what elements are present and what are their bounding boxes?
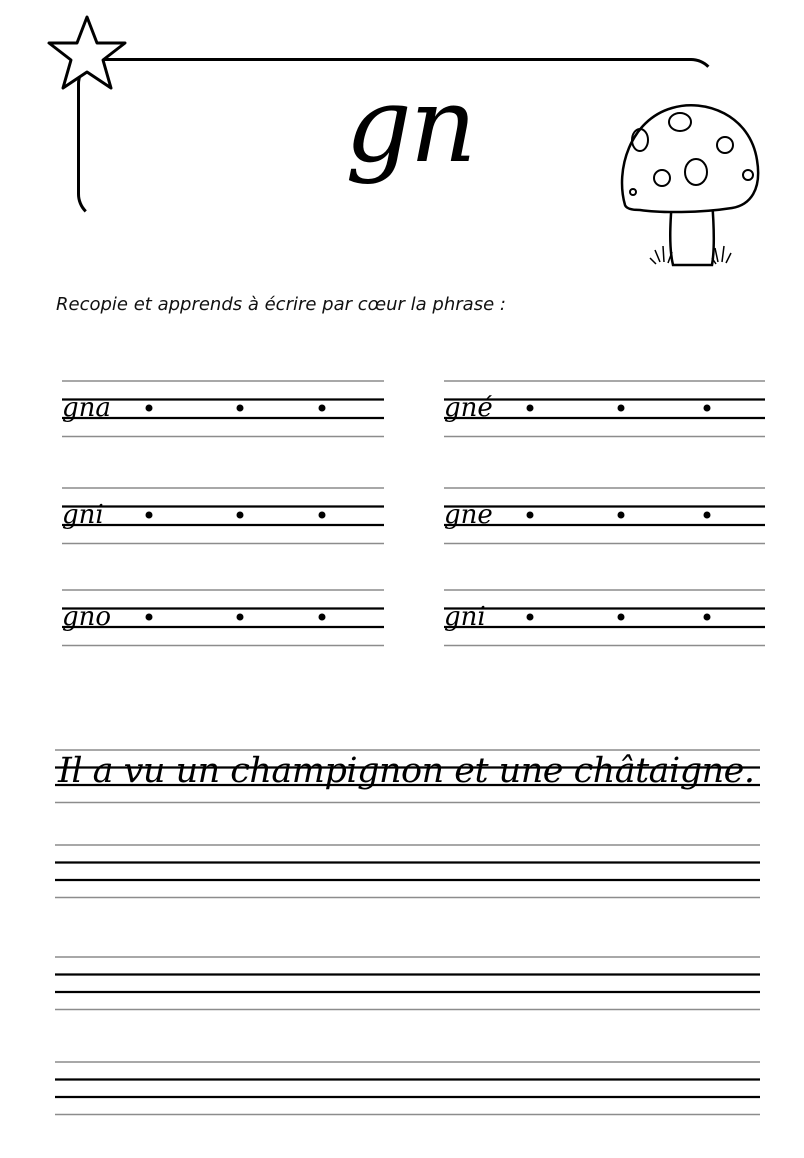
syllable-gne-accent: gné [444,393,493,423]
syllable-gna: gna [62,393,111,423]
sentence-lines [55,750,760,1115]
instruction-text: Recopie et apprends à écrire par cœur la phrase : [56,294,506,315]
syllable-gni-2: gni [444,602,486,632]
guide-dot [527,512,534,519]
model-sentence: Il a vu un champignon et une châtaigne. [58,751,755,791]
guide-dot [704,512,711,519]
guide-dot [146,614,153,621]
guide-dot [704,405,711,412]
guide-dot [146,512,153,519]
guide-dot [319,614,326,621]
syllable-gne: gne [444,500,493,530]
page-title: gn [345,64,475,186]
guide-dot [319,405,326,412]
syllable-gno: gno [62,602,112,632]
guide-dot [146,405,153,412]
guide-dots [146,405,711,621]
guide-dot [618,405,625,412]
guide-dot [237,512,244,519]
guide-dot [527,405,534,412]
guide-dot [319,512,326,519]
guide-dot [704,614,711,621]
guide-dot [237,614,244,621]
guide-dot [618,512,625,519]
guide-dot [527,614,534,621]
guide-dot [237,405,244,412]
guide-dot [618,614,625,621]
syllable-gni: gni [62,500,104,530]
syllable-lines [62,381,765,646]
